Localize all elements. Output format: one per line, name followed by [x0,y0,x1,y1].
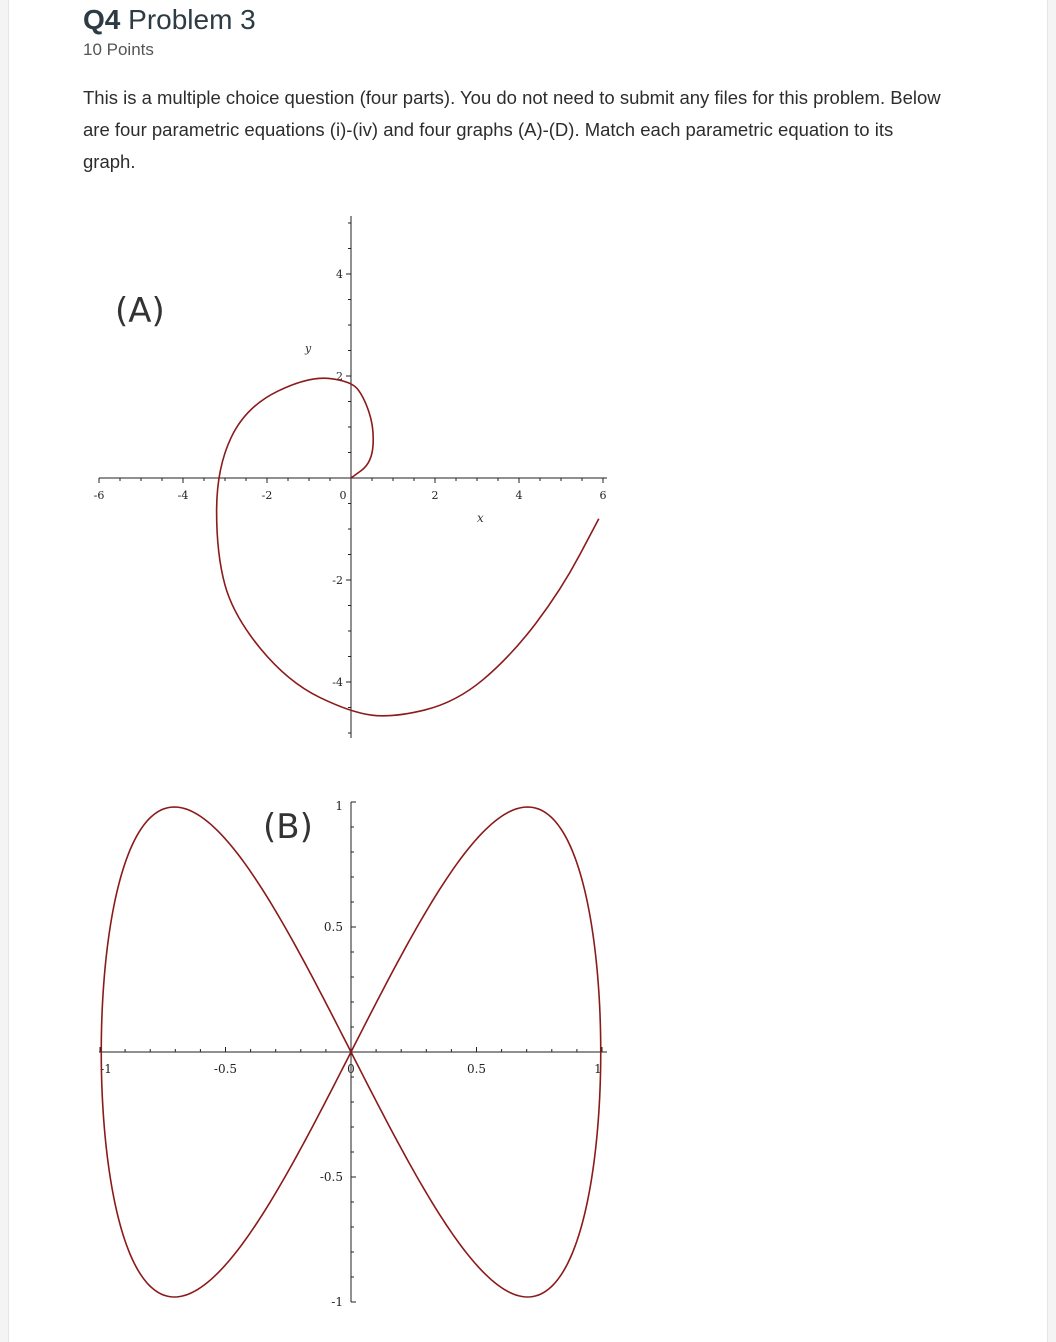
graph-a-plot [83,210,617,743]
graph-b-x-tick-label: -1 [100,1062,112,1076]
graph-b-y-tick-label: 1 [335,799,343,813]
graph-b-y-tick-label: -0.5 [319,1170,343,1184]
graph-a-x-tick-label: 4 [515,489,523,502]
graph-b-y-tick-label: -1 [331,1295,343,1309]
graph-b-x-tick-label: -0.5 [213,1062,238,1076]
graph-b-y-tick-label: 0.5 [323,920,343,934]
graph-a-curve [217,378,599,716]
question-name: Problem 3 [128,4,256,35]
graph-a-y-tick-label: -4 [332,676,343,689]
graph-a-x-tick-label: -6 [93,489,105,502]
graph-b-x-tick-label: 0.5 [466,1062,487,1076]
graph-b-image [83,786,617,1318]
question-points: 10 Points [83,40,154,59]
quiz-page [8,0,1048,1342]
graph-b-x-tick-label: 0 [347,1062,355,1076]
graph-a-y-tick-label: 4 [336,268,343,281]
question-title [83,4,256,36]
graph-b-x-tick-label: 1 [594,1062,602,1076]
graph-b-label: (B) [263,807,313,847]
graph-a-x-axis-label: x [477,511,484,525]
graph-a-x-tick-label: -4 [177,489,189,502]
graph-a-image [83,210,617,743]
graph-a-x-tick-label: -2 [261,489,273,502]
question-prompt: This is a multiple choice question (four parts). You do not need to submit any files for this problem. Below are four parametric equations (i)-(iv) and four graphs (A)-(D). Match each parametric equation to its graph. [83,87,941,172]
graph-a-x-tick-label: 6 [599,489,607,502]
graph-a-y-axis-label: y [305,342,312,355]
graph-a-y-tick-label: -2 [332,574,343,587]
question-number: Q4 [83,4,121,35]
graph-a-x-tick-label: 0 [339,489,347,502]
graph-b-plot [83,786,617,1318]
graph-a-label: (A) [115,291,165,331]
graph-a-x-tick-label: 2 [431,489,439,502]
graph-a-y-tick-label: 2 [336,370,343,383]
